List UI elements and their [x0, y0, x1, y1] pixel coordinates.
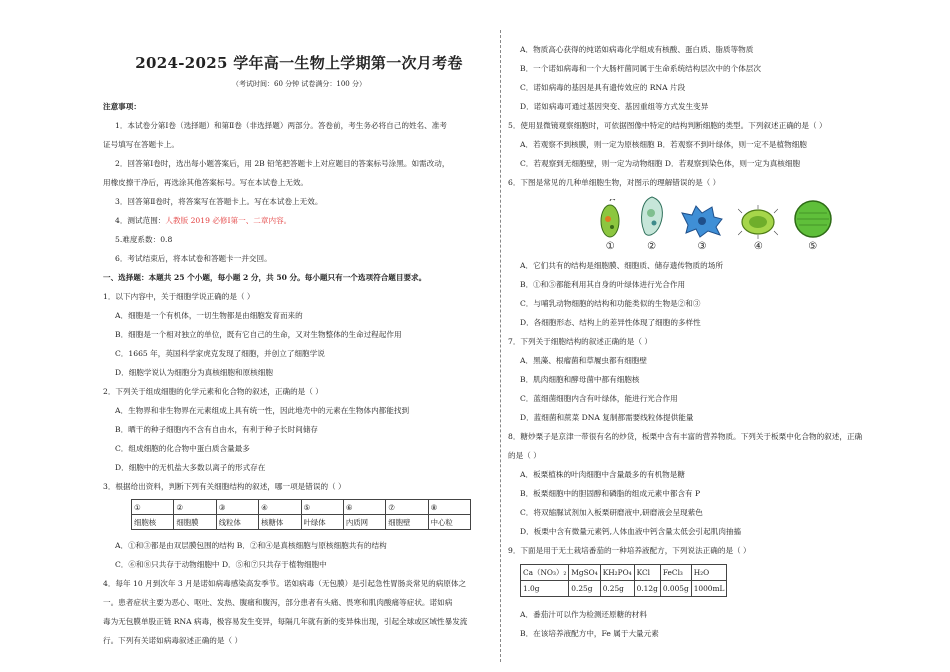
- right-column: [508, 40, 900, 643]
- table-cell: ⑧: [428, 500, 470, 515]
- q4-option-c: C．诺如病毒的基因是具有遗传效应的 RNA 片段: [520, 83, 686, 92]
- q6-option-b: B．①和⑤都能利用其自身的叶绿体进行光合作用: [520, 280, 686, 289]
- cell-structure-table: [131, 499, 471, 530]
- organism-1: [597, 199, 623, 252]
- table-cell: 细胞膜: [174, 515, 216, 530]
- note-4-prefix: 4．测试范围：: [115, 216, 166, 225]
- q2-stem: 2．下列关于组成细胞的化学元素和化合物的叙述，正确的是（ ）: [103, 387, 323, 396]
- table-cell: ①: [132, 500, 174, 515]
- q5-options-cd: C．若观察到无细胞壁，则一定为动物细胞 D．若观察到染色体，则一定为真核细胞: [520, 159, 801, 168]
- left-column: [103, 38, 495, 650]
- table-cell: 0.12g: [634, 581, 660, 597]
- organism-5: [793, 199, 833, 252]
- exam-info: （考试时间：60 分钟 试卷满分：100 分）: [232, 80, 366, 88]
- nutrient-solution-table: [520, 564, 727, 597]
- table-cell: ④: [259, 500, 301, 515]
- q8-option-b: B．板栗细胞中的胆固醇和磷脂的组成元素中都含有 P: [520, 489, 701, 498]
- note-5: 5.难度系数：0.8: [115, 235, 173, 244]
- q2-option-b: B．晒干的种子细胞内不含有自由水，有利于种子长时间储存: [115, 425, 319, 434]
- table-row-numbers: [132, 500, 471, 515]
- table-cell: 细胞壁: [386, 515, 428, 530]
- table-row-values: [521, 581, 727, 597]
- figure-label: ⑤: [808, 241, 818, 252]
- page-title: 2024-2025 学年高一生物上学期第一次月考卷: [135, 54, 463, 72]
- table-cell: 中心粒: [428, 515, 470, 530]
- section-1-heading: 一、选择题：本题共 25 个小题，每小题 2 分，共 50 分。每小题只有一个选项符合题目要求。: [103, 273, 427, 282]
- table-cell: ②: [174, 500, 216, 515]
- q9-option-b: B．在该培养液配方中，Fe 属于大量元素: [520, 629, 659, 638]
- q1-option-a: A．细胞是一个有机体，一切生物都是由细胞发育而来的: [115, 311, 303, 320]
- q5-options-ab: A．若观察不到核膜，则一定为原核细胞 B．若观察不到叶绿体，则一定不是植物细胞: [520, 140, 807, 149]
- table-cell: ⑤: [301, 500, 343, 515]
- q7-stem: 7．下列关于细胞结构的叙述正确的是（ ）: [508, 337, 652, 346]
- note-2b: 用橡皮擦干净后，再选涂其他答案标号。写在本试卷上无效。: [103, 178, 309, 187]
- organism-2: [638, 195, 666, 252]
- note-6: 6．考试结束后，将本试卷和答题卡一并交回。: [115, 254, 272, 263]
- table-cell: ⑦: [386, 500, 428, 515]
- table-row-items: [132, 515, 471, 530]
- amoeba-icon: [680, 203, 724, 239]
- note-2a: 2．回答第Ⅰ卷时，选出每小题答案后，用 2B 铅笔把答题卡上对应题目的答案标号涂黑。如需改动，: [115, 159, 450, 168]
- figure-label: ②: [647, 241, 657, 252]
- table-cell: KCl: [634, 565, 660, 581]
- figure-label: ①: [605, 241, 615, 252]
- q4-stem-line2: 一。患者症状主要为恶心、呕吐、发热、腹痛和腹泻，部分患者有头痛、畏寒和肌肉酸痛等症状。诺如病: [103, 598, 453, 607]
- q2-option-a: A．生物界和非生物界在元素组成上具有统一性，因此地壳中的元素在生物体内都能找到: [115, 406, 410, 415]
- table-cell: KH₂PO₄: [600, 565, 634, 581]
- table-row-headers: [521, 565, 727, 581]
- q4-option-b: B．一个诺如病毒和一个大肠杆菌同属于生命系统结构层次中的个体层次: [520, 64, 761, 73]
- organism-3: [680, 203, 724, 252]
- table-cell: ⑥: [343, 500, 385, 515]
- q3-options-ab: A．①和③都是由双层膜包围的结构 B．②和④是真核细胞与原核细胞共有的结构: [115, 541, 387, 550]
- table-cell: 核糖体: [259, 515, 301, 530]
- q4-stem-line3: 毒为无包膜单股正链 RNA 病毒，极容易发生变异，每隔几年就有新的变异株出现，引起全球或区域性暴发流: [103, 617, 468, 626]
- q6-option-d: D．各细胞形态、结构上的差异性体现了细胞的多样性: [520, 318, 701, 327]
- q4-stem-line1: 4．每年 10 月到次年 3 月是诺如病毒感染高发季节。诺如病毒（无包膜）是引起急性胃肠炎常见的病原体之: [103, 579, 467, 588]
- table-cell: 细胞核: [132, 515, 174, 530]
- note-4: [103, 211, 495, 230]
- note-1b: 证号填写在答题卡上。: [103, 140, 179, 149]
- notes-heading: 注意事项：: [103, 102, 141, 111]
- table-cell: H₂O: [691, 565, 727, 581]
- table-cell: 叶绿体: [301, 515, 343, 530]
- test-range: 人教版 2019 必修Ⅰ第一、二章内容。: [165, 216, 292, 225]
- q7-option-a: A．黑藻、根瘤菌和草履虫都有细胞壁: [520, 356, 647, 365]
- paramecium-icon: [638, 195, 666, 239]
- q6-stem: 6．下图是常见的几种单细胞生物，对图示的理解错误的是（ ）: [508, 178, 721, 187]
- figure-label: ③: [697, 241, 707, 252]
- q1-option-b: B．细胞是一个相对独立的单位，既有它自己的生命，又对生物整体的生命过程起作用: [115, 330, 402, 339]
- note-1a: 1．本试卷分第Ⅰ卷（选择题）和第Ⅱ卷（非选择题）两部分。答卷前，考生务必将自己的姓名、准考: [115, 121, 447, 130]
- q8-option-d: D．板栗中含有微量元素钙,人体血液中钙含量太低会引起肌肉抽搐: [520, 527, 742, 536]
- table-cell: 1.0g: [521, 581, 569, 597]
- figure-label: ④: [753, 241, 763, 252]
- table-cell: 0.25g: [569, 581, 600, 597]
- table-cell: Ca（NO₃）₂: [521, 565, 569, 581]
- euglena-icon: [597, 199, 623, 239]
- table-cell: MgSO₄: [569, 565, 600, 581]
- q8-option-a: A．板栗植株的叶肉细胞中含量最多的有机物是糖: [520, 470, 685, 479]
- q3-stem: 3．根据给出资料，判断下列有关细胞结构的叙述，哪一项是错误的（ ）: [103, 482, 346, 491]
- table-cell: 内质网: [343, 515, 385, 530]
- q2-option-d: D．细胞中的无机盐大多数以离子的形式存在: [115, 463, 266, 472]
- q5-stem: 5．使用显微镜观察细胞时，可依据图像中特定的结构判断细胞的类型。下列叙述正确的是（ ）: [508, 121, 827, 130]
- q1-option-d: D．细胞学说认为细胞分为真核细胞和原核细胞: [115, 368, 273, 377]
- column-divider: [500, 30, 501, 662]
- q6-option-a: A．它们共有的结构是细胞膜、细胞质、储存遗传物质的场所: [520, 261, 723, 270]
- q4-stem-line4: 行。下列有关诺如病毒叙述正确的是（ ）: [103, 636, 243, 645]
- q1-option-c: C．1665 年，英国科学家虎克发现了细胞，并创立了细胞学说: [115, 349, 325, 358]
- table-cell: 0.005g: [660, 581, 691, 597]
- note-3: 3．回答第Ⅱ卷时，将答案写在答题卡上。写在本试卷上无效。: [115, 197, 323, 206]
- q1-stem: 1．以下内容中，关于细胞学说正确的是（ ）: [103, 292, 255, 301]
- q9-option-a: A．番茄汁可以作为检测还原糖的材料: [520, 610, 647, 619]
- q2-option-c: C．组成细胞的化合物中蛋白质含量最多: [115, 444, 250, 453]
- q3-options-cd: C．⑥和⑧只共存于动物细胞中 D．⑤和⑦只共存于植物细胞中: [115, 560, 327, 569]
- table-cell: FeCl₃: [660, 565, 691, 581]
- q9-stem: 9．下面是用于无土栽培番茄的一种培养液配方，下列说法正确的是（ ）: [508, 546, 751, 555]
- q6-option-c: C．与哺乳动物细胞的结构和功能类似的生物是②和③: [520, 299, 701, 308]
- table-cell: 0.25g: [600, 581, 634, 597]
- table-cell: ③: [216, 500, 258, 515]
- bacterium-icon: [738, 205, 778, 239]
- table-cell: 线粒体: [216, 515, 258, 530]
- single-cell-organisms-figure: [590, 196, 840, 252]
- chlorella-icon: [793, 199, 833, 239]
- q8-stem-line1: 8．糖炒栗子是京津一带很有名的炒货，板栗中含有丰富的营养物质。下列关于板栗中化合物的叙述，正确: [508, 432, 863, 441]
- q7-option-c: C．蓝细菌细胞内含有叶绿体，能进行光合作用: [520, 394, 678, 403]
- q7-option-b: B．肌肉细胞和酵母菌中都有细胞核: [520, 375, 640, 384]
- organism-4: [738, 205, 778, 252]
- q8-stem-line2: 的是（ ）: [508, 451, 541, 460]
- q7-option-d: D．蓝细菌和蔗菜 DNA 复制都需要线粒体提供能量: [520, 413, 694, 422]
- q4-option-a: A．物质高心获得的纯诺如病毒化学组成有核酸、蛋白质、脂质等物质: [520, 45, 754, 54]
- table-cell: 1000mL: [691, 581, 727, 597]
- q4-option-d: D．诺如病毒可通过基因突变、基因重组等方式发生变异: [520, 102, 709, 111]
- q8-option-c: C．将双缩脲试剂加入板栗研磨液中,研磨液会呈现紫色: [520, 508, 703, 517]
